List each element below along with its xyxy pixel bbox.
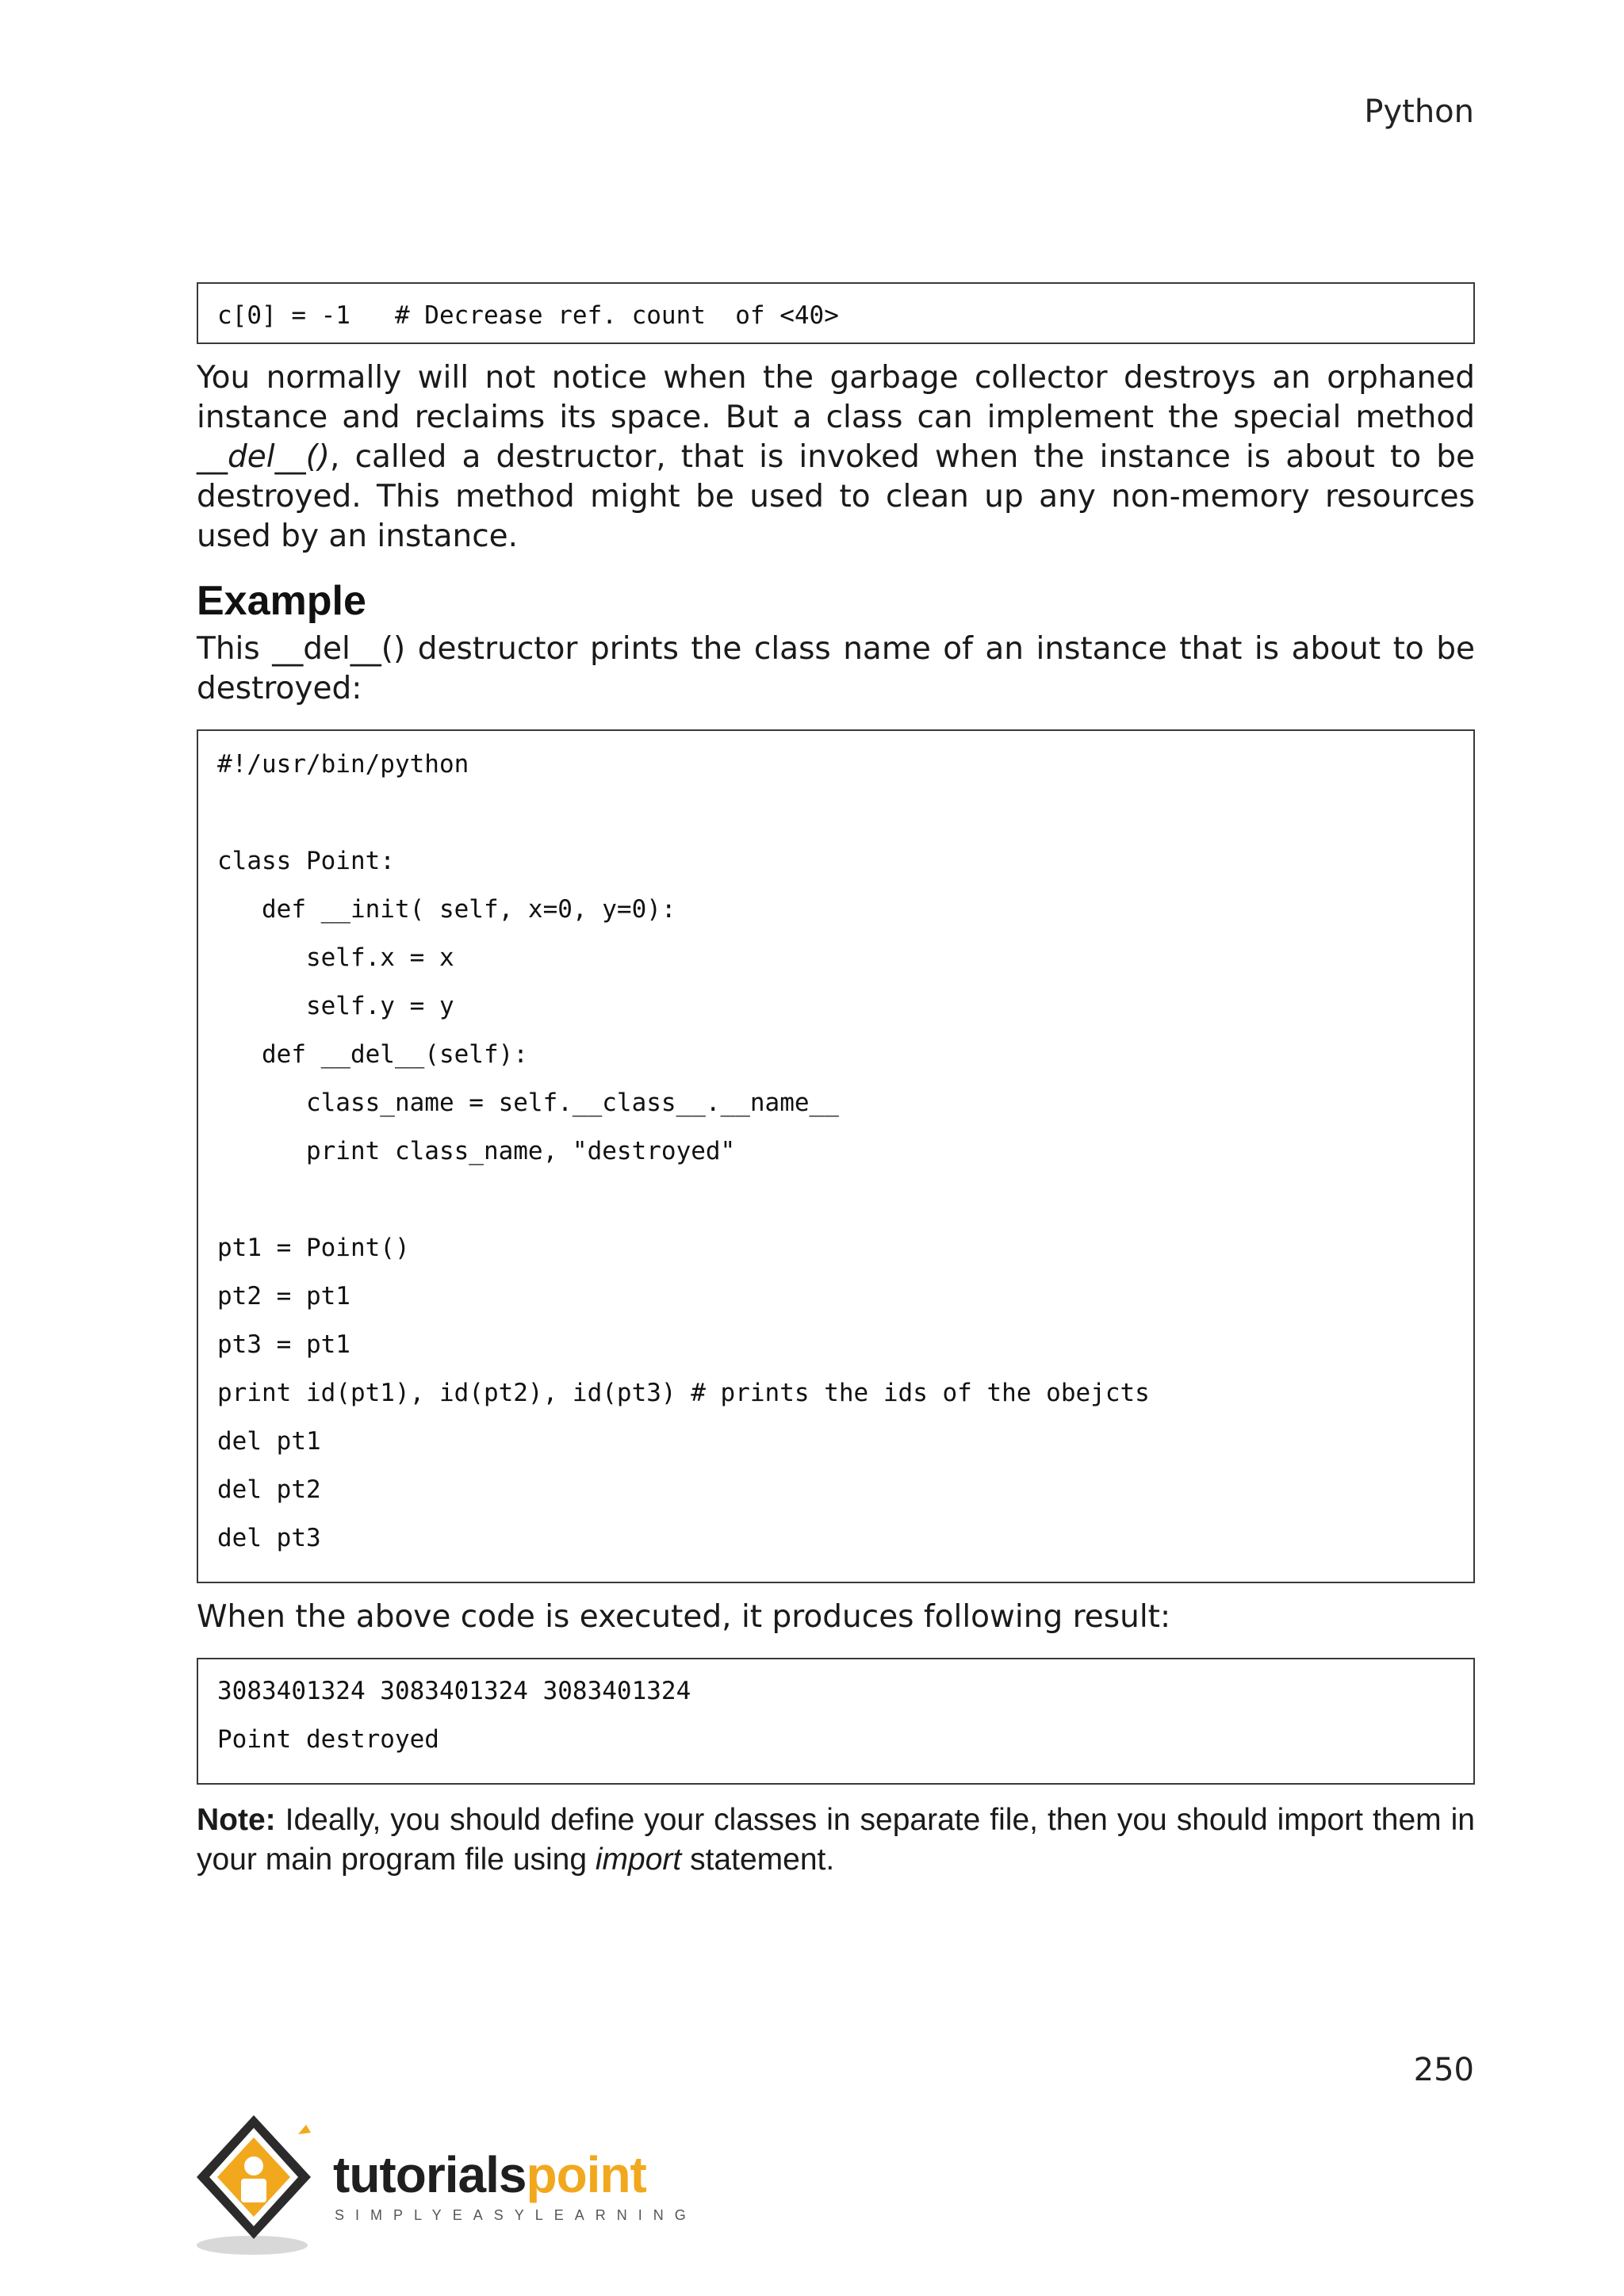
code-line: print class_name, "destroyed" [217, 1137, 736, 1165]
paragraph-garbage-collector [197, 358, 1475, 557]
code-line: print id(pt1), id(pt2), id(pt3) # prints the ids of the obejcts [217, 1379, 1150, 1407]
code-block-refcount [197, 282, 1475, 344]
page-content [197, 282, 1475, 1880]
code-line: 3083401324 3083401324 3083401324 [217, 1677, 691, 1705]
paragraph-text: You normally will not notice when the garbage collector destroys an orphaned instance and reclaims its space. But a class can implement the special [197, 360, 1475, 435]
code-block-example [197, 729, 1475, 1583]
logo-wordmark [333, 2145, 646, 2204]
logo-word-tutorials: tutorials [333, 2146, 527, 2203]
page-number: 250 [1413, 2052, 1474, 2088]
note-text: Ideally, you should define your classes in separate file, then you should import them in your main program file using [197, 1803, 1475, 1877]
code-line: class_name = self.__class__.__name__ [217, 1089, 839, 1117]
code-line: #!/usr/bin/python [217, 750, 469, 779]
paragraph-result-intro: When the above code is executed, it produces following result: [197, 1599, 1171, 1635]
section-heading: Example [197, 578, 366, 624]
code-line: def __del__(self): [217, 1040, 528, 1069]
code-line [217, 797, 1454, 845]
paragraph-example-intro: This __del__() destructor prints the class name of an instance that is about to be destroyed: [197, 631, 1475, 706]
code-block-output [197, 1658, 1475, 1785]
code-line [217, 1184, 1454, 1232]
code-line: del pt2 [217, 1475, 321, 1504]
code-line: class Point: [217, 847, 395, 875]
code-line: Point destroyed [217, 1725, 439, 1754]
note-paragraph [197, 1800, 1475, 1880]
code-line: c[0] = -1 # Decrease ref. count of <40> [217, 301, 839, 330]
logo-diamond-icon [195, 2110, 330, 2256]
note-label: Note: [197, 1803, 276, 1837]
code-line: del pt1 [217, 1427, 321, 1456]
paragraph-text: method [1355, 400, 1475, 435]
code-line: pt1 = Point() [217, 1234, 410, 1262]
code-line: self.y = y [217, 992, 454, 1020]
del-method-name: __del__() [197, 439, 331, 475]
note-text-end: statement. [681, 1843, 835, 1877]
tutorialspoint-logo [195, 2110, 697, 2256]
note-import-keyword: import [595, 1843, 682, 1877]
paragraph-text: , called a destructor, that is invoked when the instance is about to be destroyed. This method might be used to clean up any non-memory resources used by an instance. [197, 439, 1475, 554]
code-line: def __init( self, x=0, y=0): [217, 895, 676, 924]
code-line: del pt3 [217, 1524, 321, 1552]
logo-word-point: point [526, 2146, 646, 2203]
code-line: pt2 = pt1 [217, 1282, 350, 1311]
code-line: self.x = x [217, 943, 454, 972]
logo-tagline: SIMPLYEASYLEARNING [335, 2207, 697, 2223]
code-line: pt3 = pt1 [217, 1330, 350, 1359]
running-header: Python [1364, 94, 1474, 130]
